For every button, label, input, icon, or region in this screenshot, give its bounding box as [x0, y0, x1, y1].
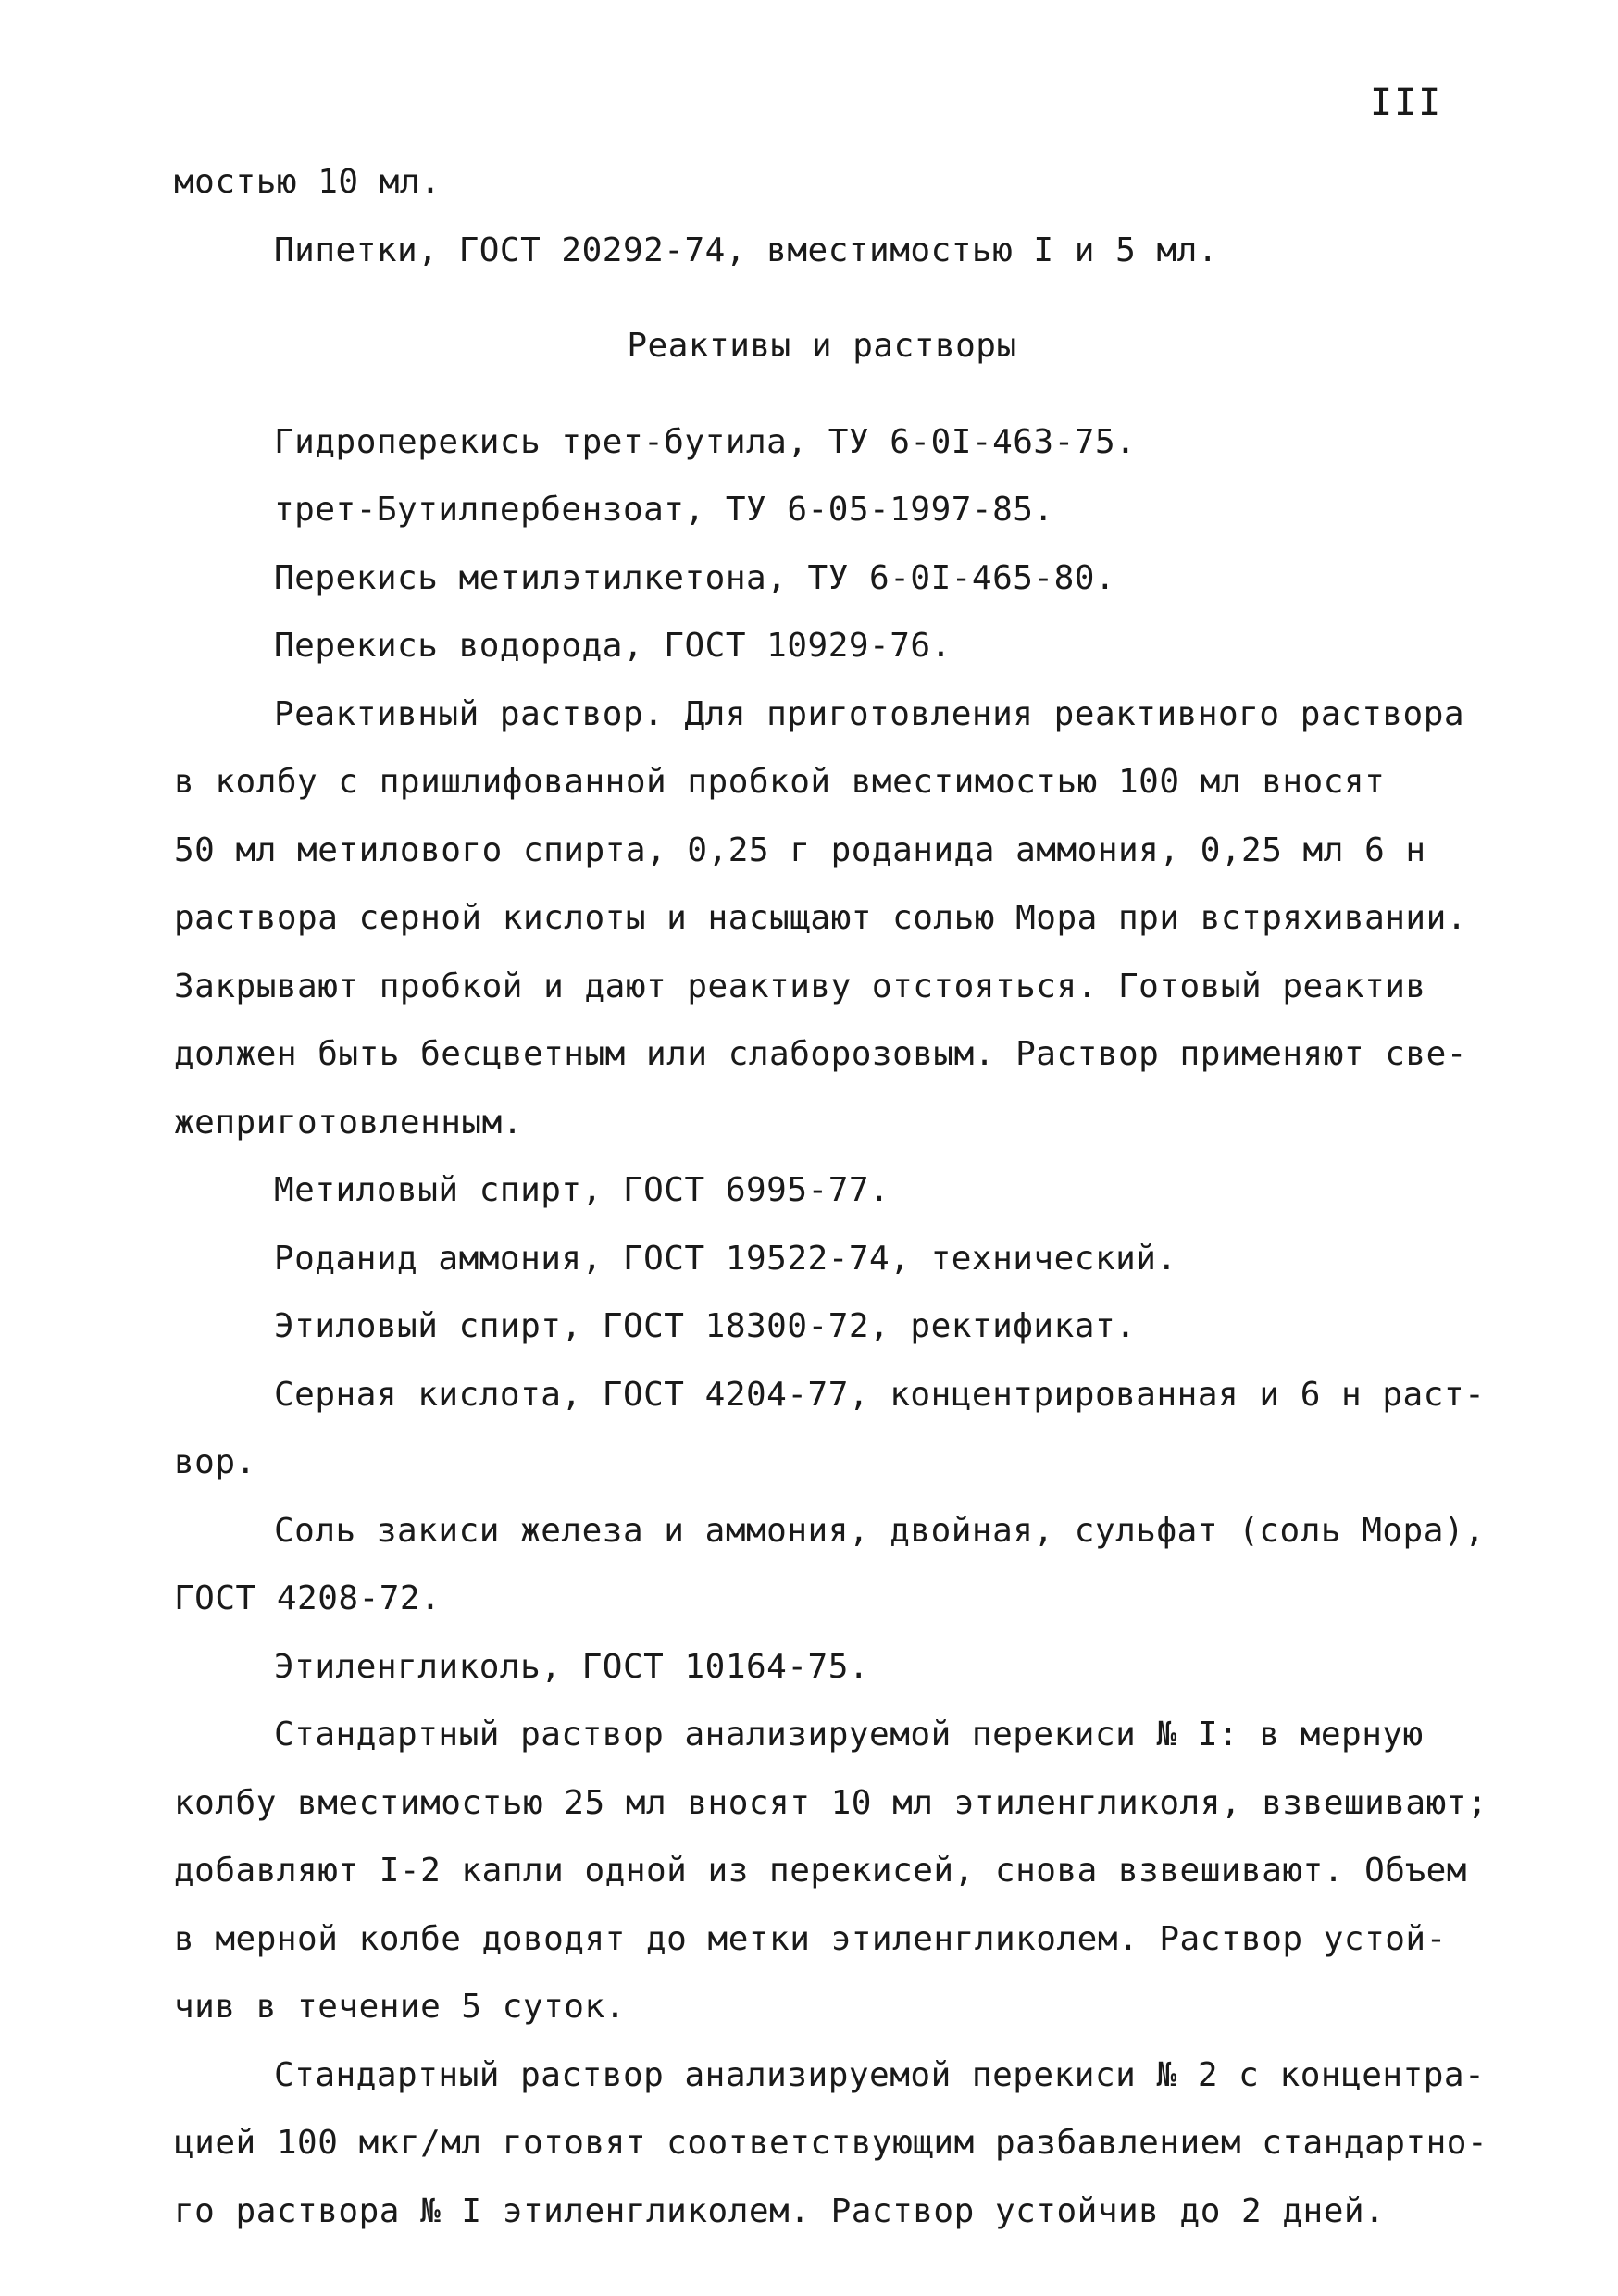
text-line: Перекись водорода, ГОСТ 10929-76.	[274, 627, 952, 665]
text-line: раствора серной кислоты и насыщают солью Мора при встряхивании.	[174, 899, 1467, 937]
text-line: Реактивный раствор. Для приготовления реактивного раствора	[274, 694, 1465, 733]
text-line: Стандартный раствор анализируемой перекиси № 2 с концентра-	[274, 2055, 1486, 2094]
text-line: го раствора № I этиленгликолем. Раствор устойчив до 2 дней.	[174, 2191, 1386, 2230]
text-line: мостью 10 мл.	[174, 163, 442, 201]
text-line: Перекись метилэтилкетона, ТУ 6-0I-465-80.	[274, 558, 1116, 597]
text-line: Метиловый спирт, ГОСТ 6995-77.	[274, 1171, 890, 1209]
text-line: 50 мл метилового спирта, 0,25 г роданида аммония, 0,25 мл 6 н	[174, 830, 1426, 869]
text-line: Пипетки, ГОСТ 20292-74, вместимостью I и 5 мл.	[274, 231, 1218, 269]
page-number: III	[1370, 81, 1443, 124]
text-line: Серная кислота, ГОСТ 4204-77, концентрированная и 6 н раст-	[274, 1375, 1486, 1414]
text-line: Этиленгликоль, ГОСТ 10164-75.	[274, 1647, 870, 1686]
text-line: Гидроперекись трет-бутила, ТУ 6-0I-463-75.	[274, 422, 1137, 461]
text-line: Роданид аммония, ГОСТ 19522-74, технический.	[274, 1239, 1177, 1278]
text-line: трет-Бутилпербензоат, ТУ 6-05-1997-85.	[274, 491, 1054, 529]
text-line: колбу вместимостью 25 мл вносят 10 мл этиленгликоля, взвешивают;	[174, 1783, 1488, 1822]
text-line: цией 100 мкг/мл готовят соответствующим разбавлением стандартно-	[174, 2124, 1488, 2162]
section-heading: Реактивы и растворы	[627, 327, 1017, 365]
text-line: Стандартный раствор анализируемой перекиси № I: в мерную	[274, 1716, 1424, 1753]
text-line: жеприготовленным.	[174, 1103, 523, 1142]
text-line: должен быть бесцветным или слаборозовым. Раствор применяют све-	[174, 1035, 1467, 1073]
text-line: вор.	[174, 1443, 256, 1481]
text-line: в колбу с пришлифованной пробкой вместимостью 100 мл вносят	[174, 763, 1386, 801]
text-line: чив в течение 5 суток.	[174, 1988, 626, 2026]
text-line: Этиловый спирт, ГОСТ 18300-72, ректификат.	[274, 1307, 1137, 1345]
text-line: ГОСТ 4208-72.	[174, 1579, 442, 1617]
text-line: в мерной колбе доводят до метки этиленгликолем. Раствор устой-	[174, 1919, 1447, 1958]
text-line: Соль закиси железа и аммония, двойная, сульфат (соль Мора),	[274, 1511, 1486, 1550]
document-body	[174, 148, 1488, 2245]
text-line: добавляют I-2 капли одной из перекисей, снова взвешивают. Объем	[174, 1852, 1467, 1890]
text-line: Закрывают пробкой и дают реактиву отстояться. Готовый реактив	[174, 967, 1426, 1005]
